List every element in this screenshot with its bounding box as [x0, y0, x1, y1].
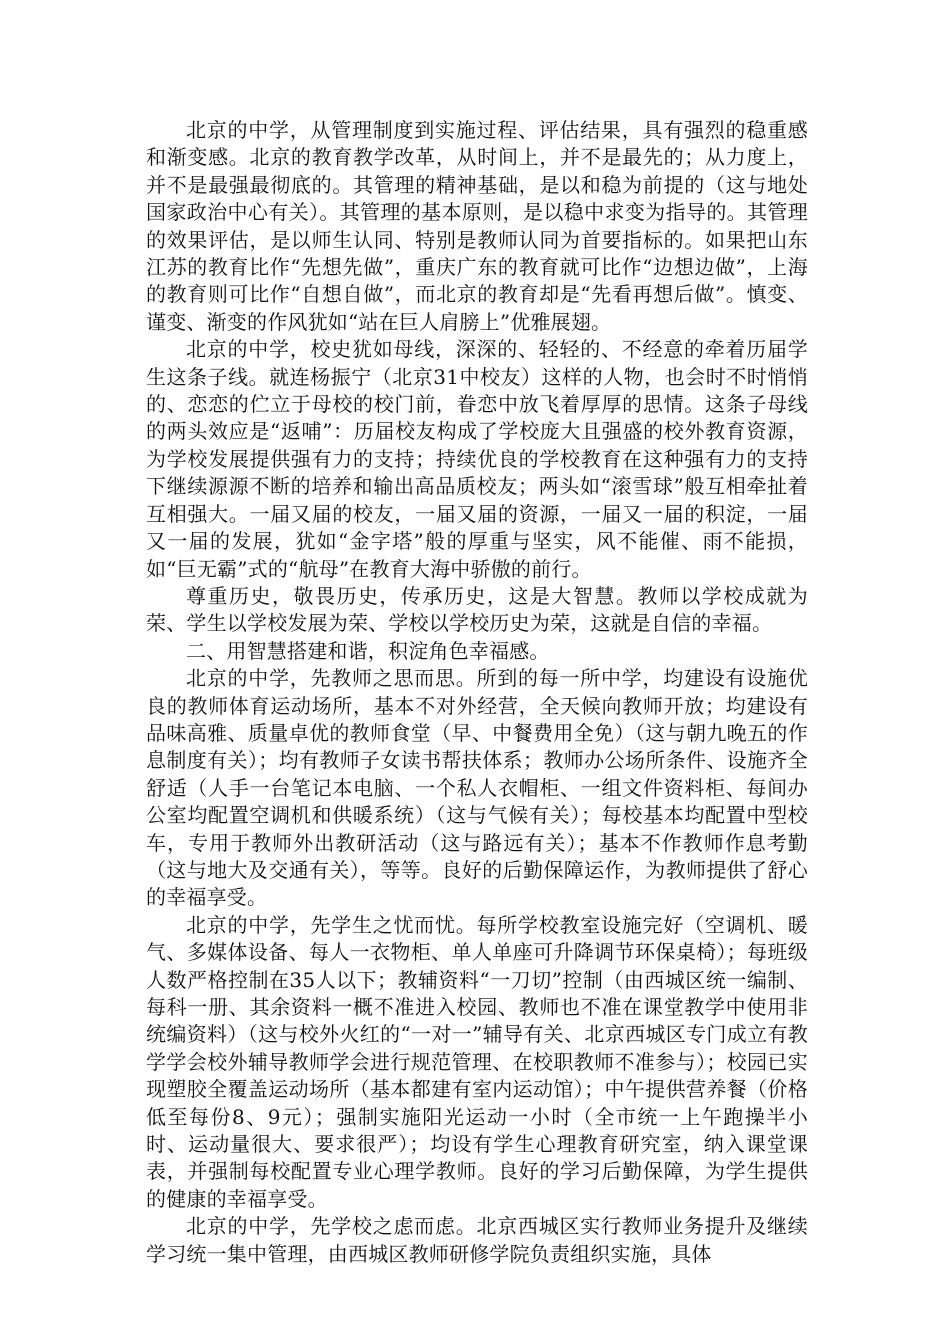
- paragraph-teacher-welfare: 北京的中学，先教师之思而思。所到的每一所中学，均建设有设施优良的教师体育运动场所，基本不对外经营，全天候向教师开放；均建设有品味高雅、质量卓优的教师食堂（早、中餐费用全免）（这与朝九晚五的作息制度有关）；均有教师子女读书帮扶体系；教师办公场所条件、设施齐全舒适（人手一台笔记本电脑、一个私人衣帽柜、一组文件资料柜、每间办公室均配置空调机和供暖系统）（这与气候有关）；每校基本均配置中型校车，专用于教师外出教研活动（这与路远有关）；基本不作教师作息考勤（这与地大及交通有关），等等。良好的后勤保障运作，为教师提供了舒心的幸福享受。: [146, 666, 808, 910]
- section-heading: 二、用智慧搭建和谐，积淀角色幸福感。: [186, 638, 550, 663]
- paragraph-school-history: 北京的中学，校史犹如母线，深深的、轻轻的、不经意的牵着历届学生这条子线。就连杨振宁（北京31中校友）这样的人物，也会时不时悄悄的、恋恋的伫立于母校的校门前，眷恋中放飞着厚厚的思情。这条子母线的两头效应是“返哺”：历届校友构成了学校庞大且强盛的校外教育资源，为学校发展提供强有力的支持；持续优良的学校教育在这种强有力的支持下继续源源不断的培养和输出高品质校友；两头如“滚雪球”般互相牵扯着互相强大。一届又届的校友，一届又届的资源，一届又一届的积淀，一届又一届的发展，犹如“金字塔”般的厚重与坚实，风不能催、雨不能损，如“巨无霸”式的“航母”在教育大海中骄傲的前行。: [146, 337, 808, 581]
- paragraph-student-welfare: 北京的中学，先学生之忧而忧。每所学校教室设施完好（空调机、暖气、多媒体设备、每人一衣物柜、单人单座可升降调节环保桌椅）；每班级人数严格控制在35人以下；教辅资料“一刀切”控制（由西城区统一编制、每科一册、其余资料一概不准进入校园、教师也不准在课堂教学中使用非统编资料）（这与校外火红的“一对一”辅导有关、北京西城区专门成立有教学学会校外辅导教师学会进行规范管理、在校职教师不准参与）；校园已实现塑胶全覆盖运动场所（基本都建有室内运动馆）；中午提供营养餐（价格低至每份8、9元）；强制实施阳光运动一小时（全市统一上午跑操半小时、运动量很大、要求很严）；均设有学生心理教育研究室，纳入课堂课表，并强制每校配置专业心理学教师。良好的学习后勤保障，为学生提供的健康的幸福享受。: [146, 912, 808, 1211]
- paragraph-management-style: 北京的中学，从管理制度到实施过程、评估结果，具有强烈的稳重感和渐变感。北京的教育教学改革，从时间上，并不是最先的；从力度上，并不是最强最彻底的。其管理的精神基础，是以和稳为前提的（这与地处国家政治中心有关）。其管理的基本原则，是以稳中求变为指导的。其管理的效果评估，是以师生认同、特别是教师认同为首要指标的。如果把山东江苏的教育比作“先想先做”，重庆广东的教育就可比作“边想边做”，上海的教育则可比作“自想自做”，而北京的教育却是“先看再想后做”。慎变、谨变、渐变的作风犹如“站在巨人肩膀上”优雅展翅。: [146, 118, 808, 334]
- paragraph-respect-history: 尊重历史，敬畏历史，传承历史，这是大智慧。教师以学校成就为荣、学生以学校发展为荣、学校以学校历史为荣，这就是自信的幸福。: [146, 583, 808, 636]
- document-body: [146, 117, 808, 1268]
- paragraph-school-concerns: 北京的中学，先学校之虑而虑。北京西城区实行教师业务提升及继续学习统一集中管理，由西城区教师研修学院负责组织实施，具体: [146, 1214, 808, 1266]
